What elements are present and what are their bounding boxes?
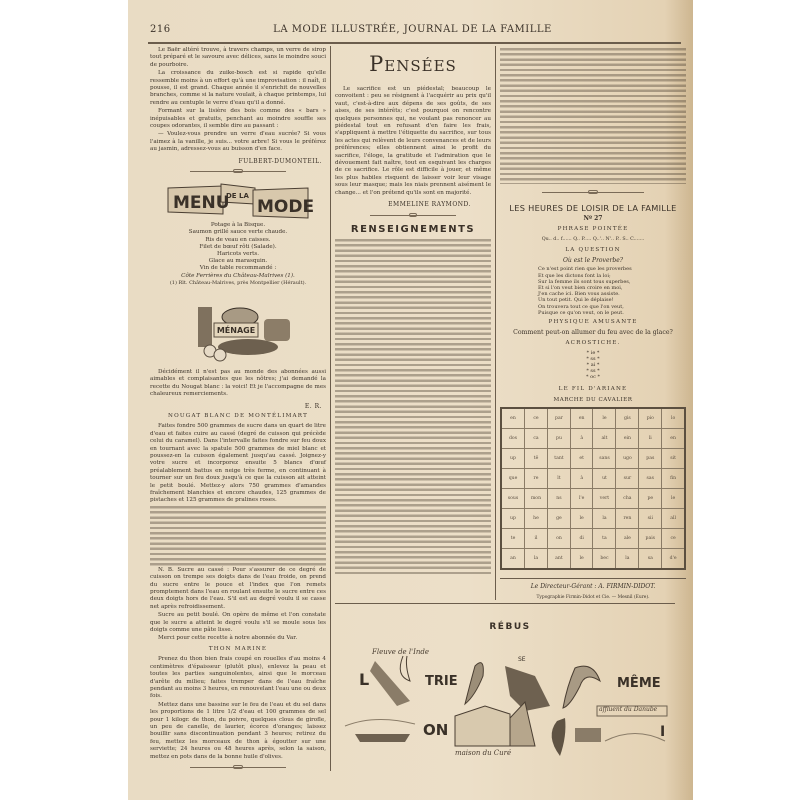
menu-item: Ris de veau en caisses. [205,236,271,243]
grid-cell: ugo [616,449,639,469]
grid-cell: fin [662,469,685,489]
grid-cell: sans [593,449,616,469]
column-2 [335,50,491,577]
poem-line: Et que les dictons font la loi; [538,272,611,279]
grid-cell: ge [548,509,571,529]
grid-cell: ce [525,408,548,429]
grid-cell: le [662,489,685,509]
grid-cell: pio [639,408,662,429]
paragraph: Merci pour cette recette à notre abonnée du Var. [158,635,298,642]
printer-credit: Typographie Firmin-Didot et Cie. — Mesnil (Eure). [536,595,650,601]
renseignements-title: RENSEIGNEMENTS [350,223,476,235]
menu-list [150,222,326,287]
grid-cell: tê [525,449,548,469]
grid-row [501,529,685,549]
column-rule [330,46,331,771]
grid-cell: sa [639,549,662,570]
grid-cell: par [548,408,571,429]
grid-cell: tant [548,449,571,469]
section-title: NOUGAT BLANC DE MONTÉLIMART [167,412,309,419]
grid-cell: alt [593,429,616,449]
rebus-word-meme: MÊME [617,676,661,691]
paragraph: Faites fondre 500 grammes de sucre dans un quart de litre d'eau et faites cuire au cassé (degré de cuisson qui précède celui du caramel). Dans l'intervalle faites fondre sur feu doux en tournant avec la spatule 500 grammes de miel blanc et poussez-en la cuisson également jusqu'au cassé. Joignez-y votre sucre et incorporez ensuite 5 blancs d'œuf préalablement battus en neige très ferme, en continuant à tourner sur un feu doux jusqu'à ce que la cuisson ait atteint le petit boulé. Mettez-y alors 750 grammes d'amandes fraîchement blanchies et encore chaudes, 125 grammes de pistaches et 125 grammes de pralines roses. [150,423,326,504]
column-rule [495,46,496,600]
text-block [150,506,326,566]
poem-line: Ce n'est point rien que les proverbes [538,266,632,273]
menu-item: Potage à la Bisque. [210,222,266,229]
acrostiche-line: * ai * [586,362,600,369]
grid-cell: sas [639,469,662,489]
rebus-letter-i: I [660,724,666,740]
grid-cell: on [548,529,571,549]
poem-line: Et si l'on veut bien croire en moi, [538,285,623,292]
poem-line: On trouvera tout ce que l'on veut, [538,303,624,310]
grid-cell: la [593,509,616,529]
grid-cell: vert [593,489,616,509]
caption-danube: affluent du Danube [599,706,658,713]
grid-cell: li [639,429,662,449]
paragraph: Prenez du thon bien frais coupé en rouelles d'au moins 4 centimètres d'épaisseur (plutôt plus), enlevez la peau et toutes les parties sanguinolentes, ainsi que le morceau d'arête du milieu; faites tremper dans de l'eau fraîche pendant au moins 3 heures, en renouvelant l'eau une ou deux fois. [150,656,326,700]
paragraph: Le sacrifice est un piédestal; beaucoup le convoitent : peu se résignent à l'acquérir au prix qu'il vaut, c'est-à-dire aux dépens de ses goûts, de ses aises, de ses intérêts; c'est pourquoi on rencontre quelques personnes qui, ne voulant pas renoncer au piédestal tout en refusant d'en faire les frais, s'appliquent à mettre l'étiquette du sacrifice, sur tous les actes qui relèvent de leurs convenances et de leurs préférences; elles obtiennent ainsi le profit du sacrifice, l'éloge, la gratitude et l'admiration que le dévouement fait naître, tout en esquivant les charges de ce sacrifice. Le rôle est difficile à jouer, et même les plus habiles risquent de laisser voir leur visage sous leur masque; mais les niais prennent aisément le change... et l'on prétend qu'ils sont en majorité. [335,86,491,196]
section-title: PHRASE POINTÉE [557,225,629,232]
header-rule [148,42,681,44]
svg-text:MODE: MODE [257,197,313,218]
ornament-divider [190,767,287,768]
menu-item: Vin de table recommandé : [199,265,277,272]
physique-question: Comment peut-on allumer du feu avec de la glace? [513,329,673,337]
acrostiche [500,350,686,380]
svg-text:MÉNAGE: MÉNAGE [216,325,256,335]
grid-row [501,489,685,509]
phrase-pointee: Qu.. d.. f...... Q.. P..... Q..'.. N'.. P.. S.. C....... [541,237,645,243]
menu-logo [163,180,313,220]
menu-footnote: (1) Rlt. Château-Malrives, près Montpellier (Hérault). [169,279,307,286]
grid-cell: ant [548,549,571,570]
grid-cell: pu [548,429,571,449]
knight-tour-grid [500,407,686,570]
signature: EMMELINE RAYMOND. [388,201,471,209]
text-block [500,48,686,184]
grid-row [501,549,685,570]
poem-line: J'en cache ici. Bien vous assiste. [538,291,620,298]
caption-maison: maison du Curé [455,749,512,757]
grid-cell: le [593,408,616,429]
poem-line: Puisque ce qu'on veut, on le peut. [538,309,624,316]
grid-cell: cha [616,489,639,509]
grid-cell: up [501,509,525,529]
grid-row [501,408,685,429]
grid-cell: l'e [570,489,593,509]
grid-cell: sii [639,509,662,529]
grid-cell: la [525,549,548,570]
question-subtitle: Où est le Proverbe? [563,257,623,265]
grid-cell: sit [662,449,685,469]
grid-cell: pe [639,489,662,509]
grid-cell: ut [593,469,616,489]
grid-cell: an [501,549,525,570]
grid-row [501,469,685,489]
grid-cell: ren [616,509,639,529]
divider [500,578,686,579]
rebus-word-trie: TRIE [425,674,458,689]
acrostiche-line: * oc * [586,374,600,381]
grid-cell: le [570,549,593,570]
grid-cell: en [570,408,593,429]
grid-cell: pas [639,449,662,469]
svg-text:DE LA: DE LA [226,192,249,201]
poem [538,266,686,316]
menu-item: Glace au marasquin. [208,258,268,265]
section-title: LE FIL D'ARIANE [558,386,628,393]
grid-cell: que [501,469,525,489]
grid-cell: dos [501,429,525,449]
grid-cell: di [570,529,593,549]
rebus-top-rule [335,603,675,604]
section-title: PHYSIQUE AMUSANTE [548,319,638,326]
grid-cell: ale [616,529,639,549]
menu-item: Filet de bœuf rôti (Salade). [199,243,277,250]
grid-cell: et [570,449,593,469]
grid-cell: ns [548,489,571,509]
grid-cell: bec [593,549,616,570]
journal-title: LA MODE ILLUSTRÉE, JOURNAL DE LA FAMILLE [273,24,552,35]
caption-indus: Fleuve de l'Inde [372,648,429,656]
newspaper-page [128,0,693,800]
paragraph: Le Baër altéré trouve, à travers champs, un verre de sirop tout préparé et le savoure avec délices, sans le moindre souci de pourboire. [150,47,326,68]
grid-cell: lo [662,408,685,429]
text-block [335,239,491,577]
director-credit: Le Directeur-Gérant : A. FIRMIN-DIDOT. [530,582,656,590]
grid-cell: sous [501,489,525,509]
rebus-word-se: SE [518,656,526,663]
grid-cell: en [662,429,685,449]
acrostiche-line: * ss * [586,356,600,363]
poem-line: Sur la femme ils sont tous superbes, [538,278,631,285]
menu-wine: Côte Ferrières du Château-Malrives (1). [181,272,295,279]
loisir-title: LES HEURES DE LOISIR DE LA FAMILLE [509,203,677,213]
grid-cell: ta [593,529,616,549]
signature: E. R. [304,402,322,410]
grid-cell: re [525,469,548,489]
section-title: THON MARINE [208,645,268,652]
paragraph: — Voulez-vous prendre un verre d'eau sucrée? Si vous l'aimez à la vanille, je suis... votre arbre! Si vous le préférez au jasmin, adressez-vous au buisson d'en face. [150,131,326,153]
section-title: LA QUESTION [565,246,621,253]
grid-cell: gis [616,408,639,429]
grid-cell: à [570,429,593,449]
issue-number: Nº 27 [583,215,603,223]
menu-item: Saumon grillé sauce verte chaude. [188,229,288,236]
page-number: 216 [150,24,171,35]
grid-cell: sur [616,469,639,489]
column-1 [150,47,326,774]
grid-cell: la [616,549,639,570]
rebus-title: RÉBUS [489,622,531,632]
column-3 [500,48,686,602]
paragraph: N. B. Sucre au cassé : Pour s'assurer de ce degré de cuisson on trempe ses doigts dans de l'eau froide, on prend du sucre entre le pouce et l'index que l'on remets promptement dans l'eau en roulant ensuite le sucre entre ces deux doigts hors de l'eau. S'il est au degré voulu il se casse net après refroidissement. [150,566,326,610]
grid-row [501,429,685,449]
grid-cell: d'e [662,549,685,570]
grid-cell: mon [525,489,548,509]
menu-item: Haricots verts. [216,250,260,257]
acrostiche-line: * ie * [586,350,600,357]
rebus-letter-l: L [359,670,370,689]
paragraph: Formant sur la lisière des bois comme des « bars » inépuisables et gratuits, penchant au moindre souffle ses coupes odorantes, il semble dire au passant : [150,108,326,130]
grid-cell: up [501,449,525,469]
grid-row [501,449,685,469]
section-subtitle: MARCHE DU CAVALIER [553,396,633,403]
grid-cell: à [570,469,593,489]
grid-cell: ca [525,429,548,449]
grid-cell: he [525,509,548,529]
pensees-title: Pensées [369,52,457,76]
grid-cell: ce [662,529,685,549]
grid-cell: le [570,509,593,529]
grid-cell: en [501,408,525,429]
svg-text:MENU: MENU [173,193,230,214]
grid-cell: all [662,509,685,529]
grid-row [501,509,685,529]
ornament-divider [190,171,287,172]
menage-illustration [178,297,298,363]
ornament-divider [370,215,456,216]
rebus-section [335,606,685,771]
ornament-divider [542,192,644,193]
paragraph: Sucre au petit boulé. On opère de même et l'on constate que le sucre a atteint le degré voulu s'il se moule sous les doigts comme une pâte lisse. [150,612,326,634]
signature: FULBERT-DUMONTEIL. [238,157,322,165]
paragraph: La croissance du zuike-bosch est si rapide qu'elle ressemble moins à un effort qu'à une improvisation : il naît, il pousse, il est grand. Chaque année il s'enrichit de nouvelles branches, comme si la nature voulait, à chaque printemps, lui rendre au centuple le verre d'eau qu'il a donné. [150,70,326,106]
grid-cell: il [525,529,548,549]
grid-cell: lt [548,469,571,489]
acrostiche-line: * ss * [586,368,600,375]
rebus-word-on: ON [423,721,449,739]
poem-line: Un tout petit. Qui le déplaise! [538,297,614,304]
grid-cell: ein [616,429,639,449]
section-title: ACROSTICHE. [565,339,621,346]
paragraph: Mettez dans une bassine sur le feu de l'eau et du sel dans les proportions de 1 litre 1/2 d'eau et 100 grammes de sel pour 1 kilogr. de thon, du poivre, quelques clous de girofle, un peu de canelle, de laurier, écorce d'oranges; laissez bouillir sans discontinuation pendant 3 heures; retirez du feu, mettez les morceaux de thon à égoutter sur une serviette; 24 heures ou 48 heures après, selon la saison, mettez en pots dans de la bonne huile d'olives. [150,701,326,760]
grid-cell: pais [639,529,662,549]
paragraph: Décidément il n'est pas au monde des abonnées aussi aimables et complaisantes que les nôtres; j'ai demandé la recette du Nougat blanc : la voici! Et je l'accompagne de mes chaleureux remerciements. [150,368,326,398]
grid-cell: te [501,529,525,549]
